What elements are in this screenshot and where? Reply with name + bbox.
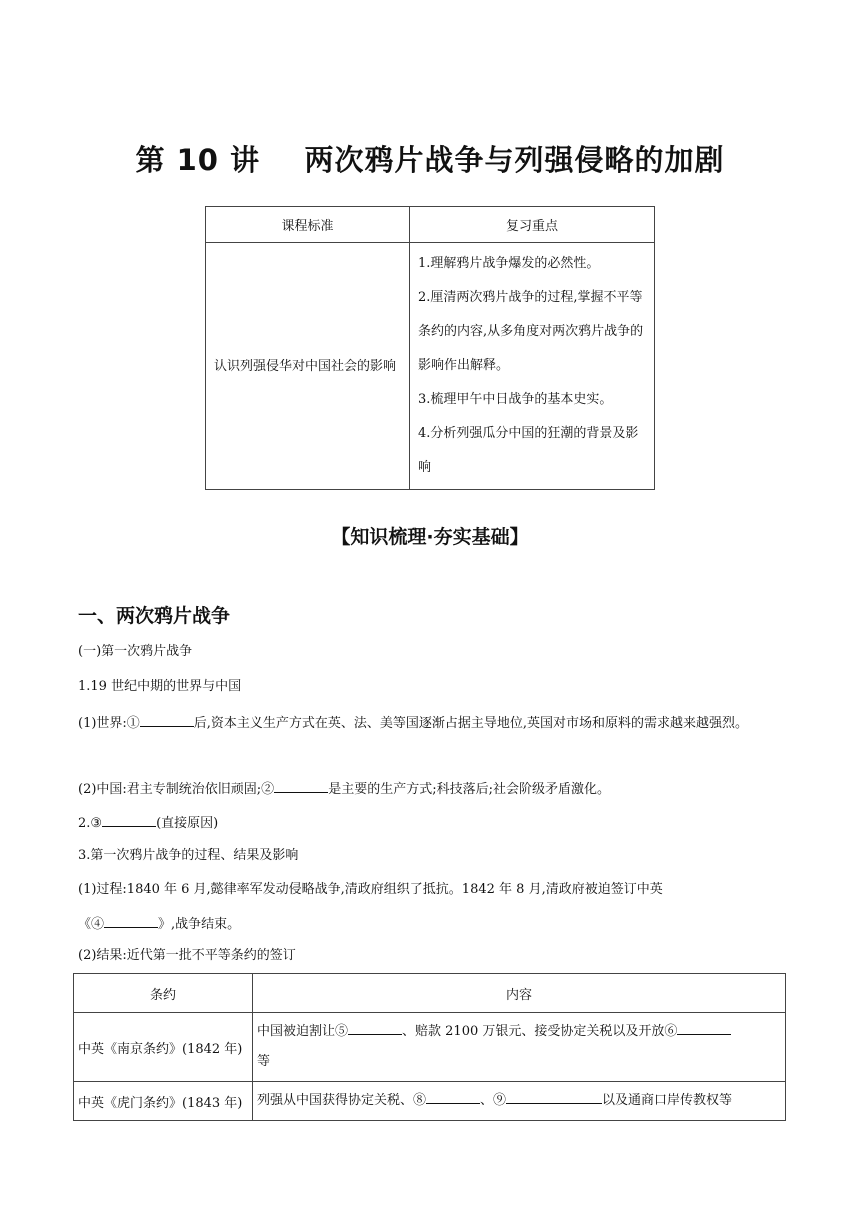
review-point: 2.厘清两次鸦片战争的过程,掌握不平等条约的内容,从多角度对两次鸦片战争的影响作出解释。	[418, 290, 644, 373]
table-header-standard: 课程标准	[206, 207, 410, 243]
fill-blank[interactable]	[506, 1089, 602, 1104]
curriculum-table	[205, 206, 655, 490]
text-fragment: 以及通商口岸传教权等	[602, 1093, 733, 1108]
table-header-focus: 复习重点	[410, 207, 655, 243]
item-process-heading: 3.第一次鸦片战争的过程、结果及影响	[78, 848, 299, 863]
text-fragment: 《④	[78, 917, 105, 932]
review-points-cell	[410, 243, 655, 490]
item-world-china: 1.19 世纪中期的世界与中国	[78, 679, 242, 694]
item-direct-cause	[78, 812, 218, 834]
review-point: 3.梳理甲午中日战争的基本史实。	[418, 392, 613, 407]
standard-cell: 认识列强侵华对中国社会的影响	[206, 243, 410, 490]
text-fragment: (2)中国:君主专制统治依旧顽固;②	[78, 782, 275, 797]
page-title: 第 10 讲 两次鸦片战争与列强侵略的加剧	[135, 143, 725, 177]
text-fragment: 后,资本主义生产方式在英、法、美等国逐渐占据主导地位,英国对市场和原料的需求越来越强烈。	[193, 716, 749, 731]
treaty-content	[253, 1013, 786, 1082]
process-line-1: (1)过程:1840 年 6 月,懿律率军发动侵略战争,清政府组织了抵抗。1842 年 8 月,清政府被迫签订中英	[78, 882, 663, 897]
review-point: 1.理解鸦片战争爆发的必然性。	[418, 256, 600, 271]
heading-opium-wars: 一、两次鸦片战争	[78, 605, 231, 627]
result-line: (2)结果:近代第一批不平等条约的签订	[78, 948, 296, 963]
treaty-name: 中英《南京条约》(1842 年)	[74, 1013, 253, 1082]
text-fragment: 列强从中国获得协定关税、⑧	[257, 1093, 427, 1108]
text-fragment: 是主要的生产方式;科技落后;社会阶级矛盾激化。	[328, 782, 610, 797]
fill-blank[interactable]	[102, 812, 156, 827]
text-fragment: 》,战争结束。	[158, 917, 241, 932]
review-point: 4.分析列强瓜分中国的狂潮的背景及影响	[418, 426, 639, 475]
process-line-2	[78, 913, 240, 935]
text-fragment: 、赔款 2100 万银元、接受协定关税以及开放⑥	[402, 1024, 678, 1039]
table-header-treaty: 条约	[74, 974, 253, 1013]
text-fragment: 中国被迫割让⑤	[257, 1024, 349, 1039]
fill-blank[interactable]	[426, 1089, 480, 1104]
section-heading: 【知识梳理·夯实基础】	[331, 526, 529, 548]
text-fragment: 、⑨	[480, 1093, 507, 1108]
item-world	[78, 707, 788, 741]
treaty-table	[73, 973, 786, 1121]
text-fragment: 等	[257, 1054, 271, 1069]
fill-blank[interactable]	[274, 778, 328, 793]
table-header-content: 内容	[253, 974, 786, 1013]
text-fragment: (1)世界:①	[78, 716, 140, 731]
text-fragment: (直接原因)	[156, 816, 219, 831]
fill-blank[interactable]	[677, 1020, 731, 1035]
fill-blank[interactable]	[104, 913, 158, 928]
text-fragment: 2.③	[78, 816, 103, 831]
item-china	[78, 778, 610, 800]
treaty-name: 中英《虎门条约》(1843 年)	[74, 1082, 253, 1121]
fill-blank[interactable]	[140, 712, 194, 727]
treaty-content	[253, 1082, 786, 1121]
subheading-first-war: (一)第一次鸦片战争	[78, 644, 193, 659]
fill-blank[interactable]	[348, 1020, 402, 1035]
